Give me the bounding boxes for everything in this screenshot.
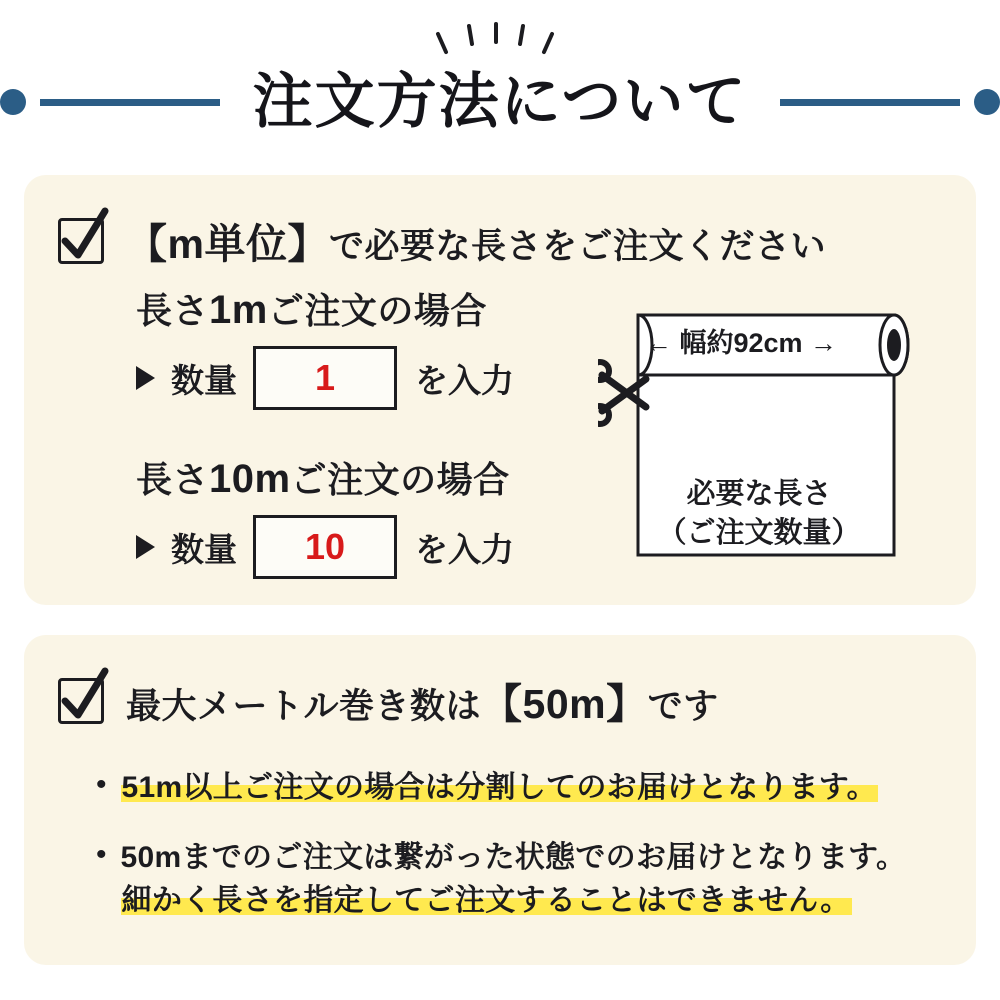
list-item <box>96 836 976 923</box>
qty-row-1m <box>136 346 596 410</box>
roll-length-line1: 必要な長さ <box>686 478 832 510</box>
title-row <box>0 68 1000 135</box>
checkbox-checked-icon <box>58 218 104 264</box>
page-title: 注文方法について <box>252 68 748 135</box>
order-examples <box>136 283 596 579</box>
qty-row-10m <box>136 515 596 579</box>
quantity-value-2: 10 <box>304 526 346 567</box>
qty-label-1: 数量 <box>171 361 237 399</box>
spacer <box>136 410 596 452</box>
quantity-value-1: 1 <box>314 357 336 398</box>
bullet-marker: • <box>96 837 107 871</box>
bullet-text-1 <box>121 766 878 810</box>
qty-label-2: 数量 <box>171 530 237 568</box>
card1-heading-bracket: 【m単位】 <box>126 221 329 267</box>
checkbox-checked-icon <box>58 678 104 724</box>
triangle-bullet-icon <box>136 366 155 390</box>
notes-list <box>24 730 976 923</box>
title-dot-left <box>0 89 26 115</box>
wallpaper-roll-illustration <box>598 293 928 573</box>
input-label-1: を入力 <box>415 361 514 399</box>
title-rule-right <box>780 99 960 106</box>
max-length-card <box>24 635 976 965</box>
title-dot-right <box>974 89 1000 115</box>
order-unit-card <box>24 175 976 605</box>
card2-heading-row <box>24 635 976 730</box>
page-header <box>0 0 1000 175</box>
card2-heading-pre: 最大メートル巻き数は <box>126 687 482 726</box>
case2-pre: 長さ <box>136 459 210 500</box>
case1-em: 1m <box>209 288 268 332</box>
quantity-input-2[interactable] <box>253 515 397 579</box>
input-label-2: を入力 <box>415 530 514 568</box>
roll-length-label <box>624 475 894 553</box>
bullet-1-line-1: 51m以上ご注文の場合は分割してのお届けとなります。 <box>121 771 877 804</box>
card2-heading <box>126 671 719 730</box>
title-rule-left <box>40 99 220 106</box>
case2-em: 10m <box>209 457 291 501</box>
bullet-2-line-1: 50mまでのご注文は繋がった状態でのお届けとなります。 <box>120 840 907 874</box>
card1-heading-rest: で必要な長さをご注文ください <box>328 227 826 266</box>
case1-pre: 長さ <box>136 290 210 331</box>
card1-heading <box>126 211 826 270</box>
bullet-text-2 <box>121 836 907 923</box>
list-item <box>96 766 976 810</box>
case1-post: ご注文の場合 <box>267 290 487 331</box>
card2-heading-bracket: 【50m】 <box>481 681 648 727</box>
card2-heading-post: です <box>647 687 719 726</box>
case-label-1m <box>136 283 596 334</box>
roll-width-label: ← 幅約92cm → <box>644 328 838 358</box>
roll-length-line2: （ご注文数量） <box>657 517 861 550</box>
case-label-10m <box>136 452 596 503</box>
bullet-2-line-2: 細かく長さを指定してご注文することはできません。 <box>121 884 851 917</box>
case2-post: ご注文の場合 <box>290 459 510 500</box>
triangle-bullet-icon <box>136 535 155 559</box>
card1-heading-row <box>24 175 976 270</box>
sparkle-lines-icon <box>430 22 560 68</box>
bullet-marker: • <box>96 768 107 801</box>
quantity-input-1[interactable] <box>253 346 397 410</box>
